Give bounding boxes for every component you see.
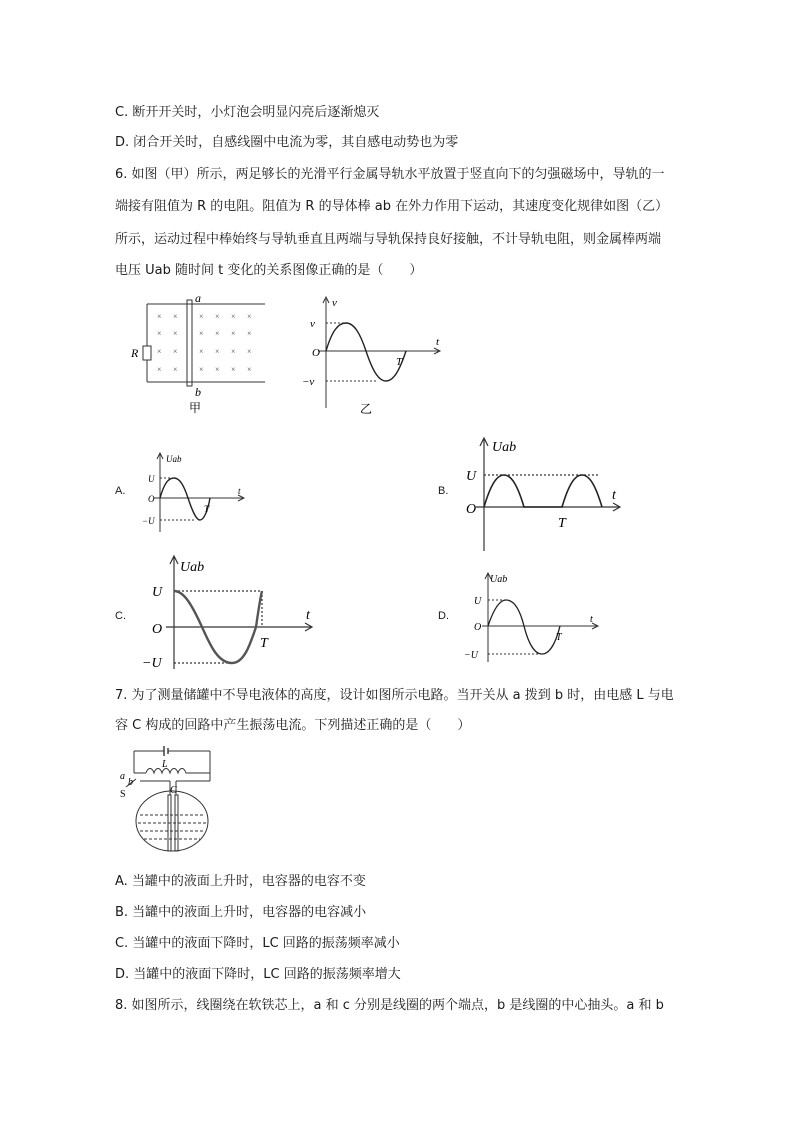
svg-text:a: a <box>120 771 125 782</box>
svg-text:U: U <box>152 585 163 600</box>
svg-text:×: × <box>199 312 204 321</box>
svg-text:−U: −U <box>142 516 155 526</box>
uab-curve <box>160 478 210 520</box>
svg-text:×: × <box>173 347 178 356</box>
svg-text:×: × <box>247 365 252 374</box>
svg-text:×: × <box>157 312 162 321</box>
svg-text:v: v <box>332 297 337 309</box>
svg-text:×: × <box>173 312 178 321</box>
magnetic-field-crosses <box>157 312 252 374</box>
q6-option-a-graph[interactable] <box>140 450 250 540</box>
q7-option-b[interactable]: B. 当罐中的液面上升时，电容器的电容减小 <box>115 905 367 920</box>
svg-text:L: L <box>162 759 168 770</box>
svg-text:t: t <box>238 486 241 496</box>
svg-text:O: O <box>474 622 482 633</box>
q7-option-a[interactable]: A. 当罐中的液面上升时，电容器的电容不变 <box>115 874 366 889</box>
svg-text:Uab: Uab <box>490 574 508 585</box>
q6-option-d-label[interactable]: D. <box>438 610 449 622</box>
svg-text:×: × <box>157 365 162 374</box>
q6-option-a-label[interactable]: A. <box>115 485 126 497</box>
svg-text:S: S <box>120 789 126 800</box>
svg-text:t: t <box>306 608 310 623</box>
svg-text:×: × <box>215 312 220 321</box>
q6-option-b-label[interactable]: B. <box>438 485 449 497</box>
label-a: a <box>195 291 201 305</box>
label-b: b <box>195 385 201 399</box>
svg-text:O: O <box>312 347 320 359</box>
figure-label-jia: 甲 <box>189 401 202 415</box>
conductor-rod-ab <box>187 300 192 386</box>
svg-text:×: × <box>215 347 220 356</box>
svg-text:×: × <box>231 312 236 321</box>
q7-figure-lc-tank <box>118 743 218 858</box>
q6-stem-line3: 所示，运动过程中棒始终与导轨垂直且两端与导轨保持良好接触，不计导轨电阻，则金属棒两端 <box>115 232 662 247</box>
q6-figure-jia <box>125 290 275 420</box>
svg-text:U: U <box>466 469 477 484</box>
storage-tank <box>136 791 208 851</box>
q6-option-d-graph[interactable] <box>458 570 608 665</box>
svg-text:U: U <box>474 596 482 607</box>
svg-text:×: × <box>231 365 236 374</box>
q6-stem-line4: 电压 Uab 随时间 t 变化的关系图像正确的是（ ） <box>115 263 423 278</box>
svg-text:×: × <box>215 365 220 374</box>
svg-text:t: t <box>612 488 616 503</box>
svg-text:×: × <box>157 347 162 356</box>
svg-text:×: × <box>247 312 252 321</box>
svg-text:U: U <box>148 474 155 484</box>
svg-text:T: T <box>260 636 268 651</box>
resistor-r <box>143 346 151 360</box>
svg-text:t: t <box>436 336 440 348</box>
svg-text:×: × <box>199 329 204 338</box>
svg-text:v: v <box>310 318 315 330</box>
svg-text:×: × <box>199 365 204 374</box>
svg-text:Uab: Uab <box>166 454 182 464</box>
svg-text:Uab: Uab <box>492 440 517 455</box>
svg-text:−v: −v <box>302 376 315 388</box>
svg-text:O: O <box>152 622 163 637</box>
svg-text:×: × <box>231 329 236 338</box>
q6-figure-yi-velocity-graph <box>298 293 448 418</box>
velocity-curve <box>326 323 406 381</box>
svg-text:C: C <box>170 785 177 796</box>
svg-text:t: t <box>590 614 593 625</box>
svg-text:×: × <box>157 329 162 338</box>
svg-text:O: O <box>148 494 155 504</box>
svg-text:T: T <box>558 516 566 531</box>
q6-stem-line1: 6. 如图（甲）所示，两足够长的光滑平行金属导轨水平放置于竖直向下的匀强磁场中，导轨的一 <box>115 167 665 182</box>
q7-stem-line1: 7. 为了测量储罐中不导电液体的高度，设计如图所示电路。当开关从 a 拨到 b 时，由电感 L 与电 <box>115 688 674 703</box>
svg-text:×: × <box>247 347 252 356</box>
svg-text:−U: −U <box>464 650 478 661</box>
q5-option-d: D. 闭合开关时，自感线圈中电流为零，其自感电动势也为零 <box>115 135 459 150</box>
q6-option-c-label[interactable]: C. <box>115 610 126 622</box>
uab-curve <box>484 475 602 507</box>
svg-text:O: O <box>466 502 477 517</box>
uab-curve <box>488 600 560 654</box>
figure-label-yi: 乙 <box>360 402 373 416</box>
liquid-level-lines <box>138 815 206 839</box>
svg-text:T: T <box>396 356 403 368</box>
q6-option-b-graph[interactable] <box>458 435 628 555</box>
svg-text:T: T <box>204 504 210 514</box>
inductor-coil <box>146 769 194 774</box>
q6-stem-line2: 端接有阻值为 R 的电阻。阻值为 R 的导体棒 ab 在外力作用下运动，其速度变化规律如图（乙） <box>115 199 669 214</box>
svg-text:−U: −U <box>142 656 162 671</box>
svg-text:b: b <box>128 777 133 788</box>
svg-text:×: × <box>173 329 178 338</box>
q8-stem-line1: 8. 如图所示，线圈绕在软铁芯上，a 和 c 分别是线圈的两个端点，b 是线圈的中心抽头。a 和 b <box>115 998 664 1013</box>
svg-text:T: T <box>556 632 562 643</box>
svg-text:×: × <box>199 347 204 356</box>
svg-text:Uab: Uab <box>180 560 205 575</box>
label-R: R <box>131 346 139 360</box>
svg-text:×: × <box>247 329 252 338</box>
svg-text:×: × <box>215 329 220 338</box>
q5-option-c: C. 断开开关时，小灯泡会明显闪亮后逐渐熄灭 <box>115 105 380 120</box>
q7-stem-line2: 容 C 构成的回路中产生振荡电流。下列描述正确的是（ ） <box>115 718 471 733</box>
svg-text:×: × <box>173 365 178 374</box>
q7-option-c[interactable]: C. 当罐中的液面下降时，LC 回路的振荡频率减小 <box>115 936 400 951</box>
svg-text:×: × <box>231 347 236 356</box>
q7-option-d[interactable]: D. 当罐中的液面下降时，LC 回路的振荡频率增大 <box>115 967 401 982</box>
q6-option-c-graph[interactable] <box>140 553 320 673</box>
